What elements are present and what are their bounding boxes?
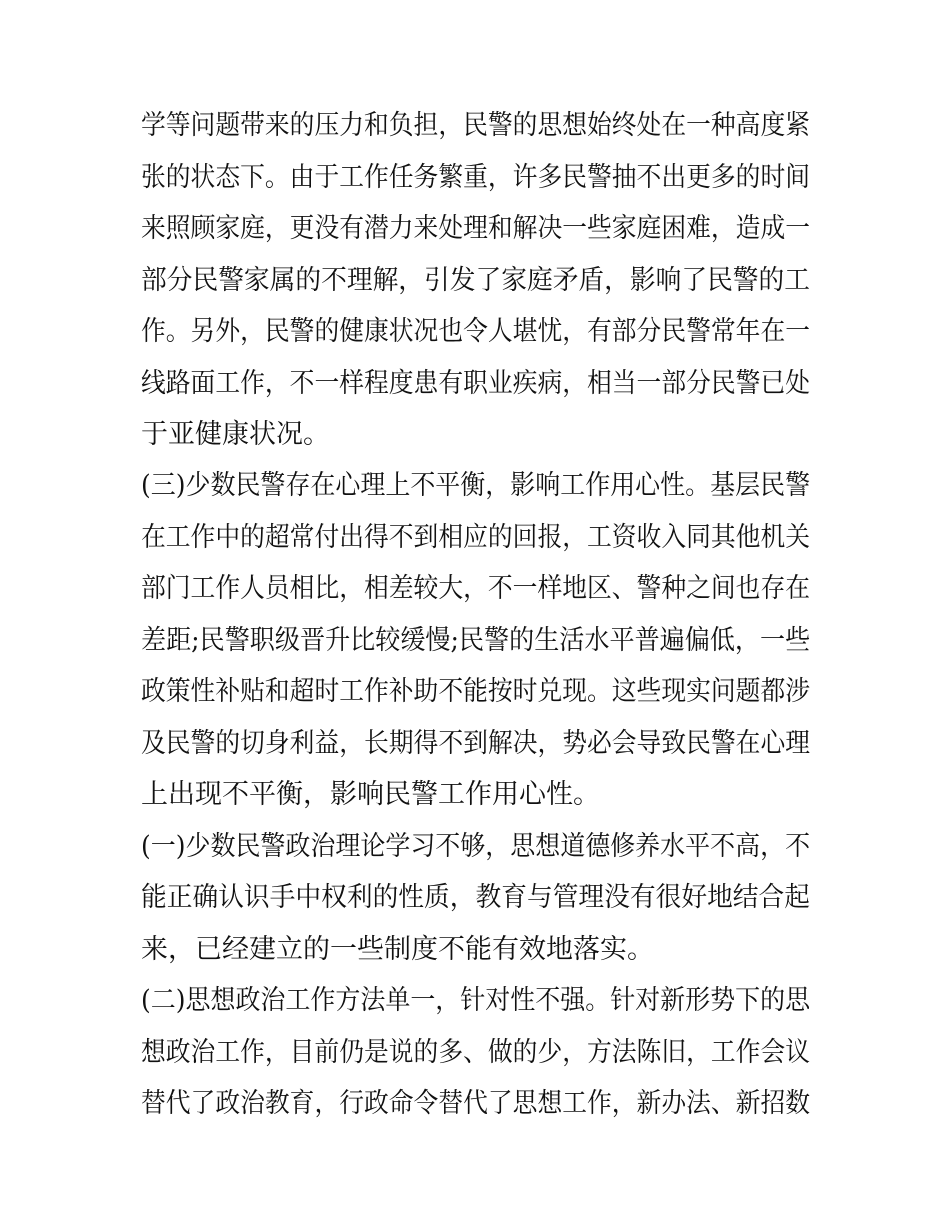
text-line: (三)少数民警存在心理上不平衡，影响工作用心性。基层民警 <box>141 470 811 501</box>
text-line: 作。另外，民警的健康状况也令人堪忧，有部分民警常年在一 <box>141 316 810 347</box>
text-line: 部分民警家属的不理解，引发了家庭矛盾，影响了民警的工 <box>141 265 810 296</box>
text-line: (一)少数民警政治理论学习不够，思想道德修养水平不高，不 <box>141 831 811 862</box>
text-line: 来照顾家庭，更没有潜力来处理和解决一些家庭困难，造成一 <box>141 213 810 244</box>
text-line: 线路面工作，不一样程度患有职业疾病，相当一部分民警已处 <box>141 368 810 399</box>
text-line: 上出现不平衡，影响民警工作用心性。 <box>141 779 600 810</box>
text-line: 替代了政治教育，行政命令替代了思想工作，新办法、新招数 <box>141 1088 810 1119</box>
text-line: 于亚健康状况。 <box>141 419 330 450</box>
text-line: 来，已经建立的一些制度不能有效地落实。 <box>141 934 654 965</box>
text-line: 能正确认识手中权利的性质，教育与管理没有很好地结合起 <box>141 882 810 913</box>
text-line: 部门工作人员相比，相差较大，不一样地区、警种之间也存在 <box>141 573 810 604</box>
text-line: 学等问题带来的压力和负担，民警的思想始终处在一种高度紧 <box>141 110 810 141</box>
text-line: 及民警的切身利益，长期得不到解决，势必会导致民警在心理 <box>141 728 810 759</box>
text-line: 在工作中的超常付出得不到相应的回报，工资收入同其他机关 <box>141 522 810 553</box>
text-line: (二)思想政治工作方法单一，针对性不强。针对新形势下的思 <box>141 985 811 1016</box>
text-line: 张的状态下。由于工作任务繁重，许多民警抽不出更多的时间 <box>141 162 810 193</box>
text-line: 想政治工作，目前仍是说的多、做的少，方法陈旧，工作会议 <box>141 1037 810 1068</box>
text-line: 政策性补贴和超时工作补助不能按时兑现。这些现实问题都涉 <box>141 676 810 707</box>
text-line: 差距;民警职级晋升比较缓慢;民警的生活水平普遍偏低，一些 <box>141 625 811 656</box>
